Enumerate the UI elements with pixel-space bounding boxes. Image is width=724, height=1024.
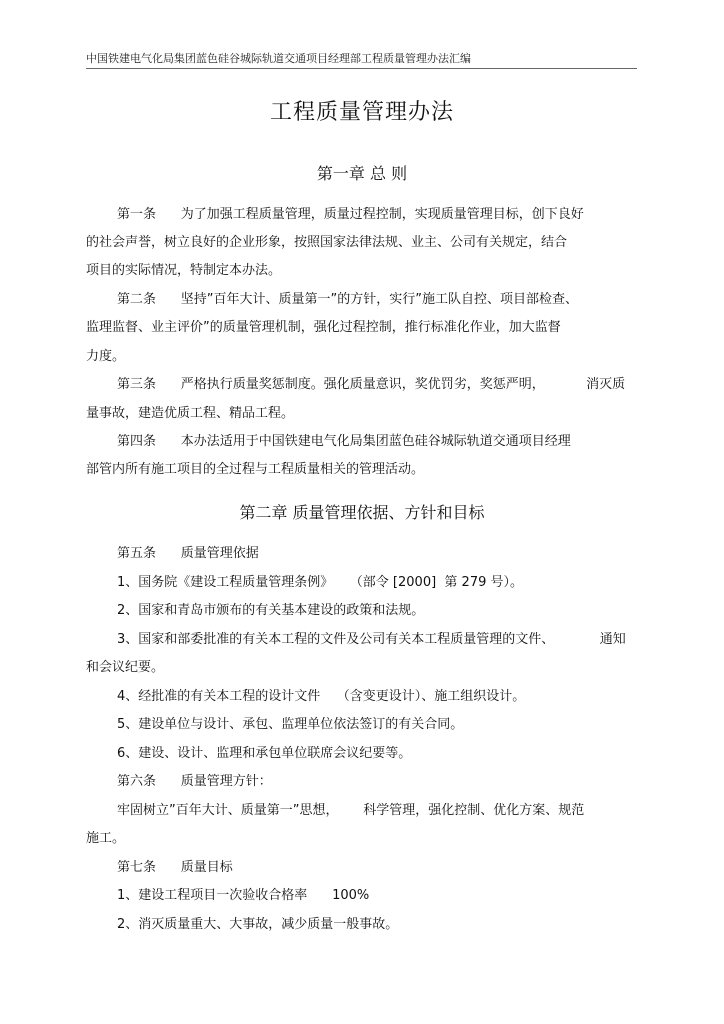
basis-item-3-line-1: 3、国家和部委批准的有关本工程的文件及公司有关本工程质量管理的文件、 通知 <box>117 632 626 647</box>
document-title: 工程质量管理办法 <box>269 100 454 125</box>
basis-item-6: 6、建设、设计、监理和承包单位联席会议纪要等。 <box>117 746 412 761</box>
policy-line-1: 牢固树立”百年大计、质量第一”思想， 科学管理，强化控制、优化方案、规范 <box>117 803 585 818</box>
article-3-line-2: 量事故，建造优质工程、精品工程。 <box>86 406 295 421</box>
article-6-heading: 第六条 质量管理方针： <box>117 774 272 789</box>
basis-item-1: 1、国务院《建设工程质量管理条例》 （部令 [2000] 第 279 号）。 <box>117 575 524 590</box>
article-1-line-1: 第一条 为了加强工程质量管理，质量过程控制，实现质量管理目标，创下良好 <box>117 207 584 222</box>
article-2-line-2: 监理监督、业主评价”的质量管理机制，强化过程控制，推行标准化作业，加大监督 <box>86 320 561 335</box>
article-1-line-2: 的社会声誉，树立良好的企业形象，按照国家法律法规、业主、公司有关规定，结合 <box>86 235 568 250</box>
chapter-1-heading: 第一章 总 则 <box>316 164 408 183</box>
article-1-line-3: 项目的实际情况，特制定本办法。 <box>86 263 282 278</box>
basis-item-5: 5、建设单位与设计、承包、监理单位依法签订的有关合同。 <box>117 717 464 732</box>
article-2-line-3: 力度。 <box>86 349 126 364</box>
basis-item-4: 4、经批准的有关本工程的设计文件 （含变更设计）、施工组织设计。 <box>117 689 526 704</box>
article-4-line-2: 部管内所有施工项目的全过程与工程质量相关的管理活动。 <box>86 462 425 477</box>
article-7-heading: 第七条 质量目标 <box>117 860 233 875</box>
article-5-heading: 第五条 质量管理依据 <box>117 546 259 561</box>
basis-item-2: 2、国家和青岛市颁布的有关基本建设的政策和法规。 <box>117 603 425 618</box>
goal-item-2: 2、消灭质量重大、大事故，减少质量一般事故。 <box>117 917 399 932</box>
article-2-line-1: 第二条 坚持”百年大计、质量第一”的方针，实行”施工队自控、项目部检查、 <box>117 292 578 307</box>
chapter-2-heading: 第二章 质量管理依据、方针和目标 <box>239 503 485 522</box>
running-header: 中国铁建电气化局集团蓝色硅谷城际轨道交通项目经理部工程质量管理办法汇编 <box>86 52 637 69</box>
basis-item-3-line-2: 和会议纪要。 <box>86 660 165 675</box>
article-4-line-1: 第四条 本办法适用于中国铁建电气化局集团蓝色硅谷城际轨道交通项目经理 <box>117 434 571 449</box>
policy-line-2: 施工。 <box>86 831 126 846</box>
article-3-line-1: 第三条 严格执行质量奖惩制度。强化质量意识，奖优罚劣，奖惩严明， 消灭质 <box>117 377 626 392</box>
goal-item-1: 1、建设工程项目一次验收合格率 100% <box>117 888 370 903</box>
